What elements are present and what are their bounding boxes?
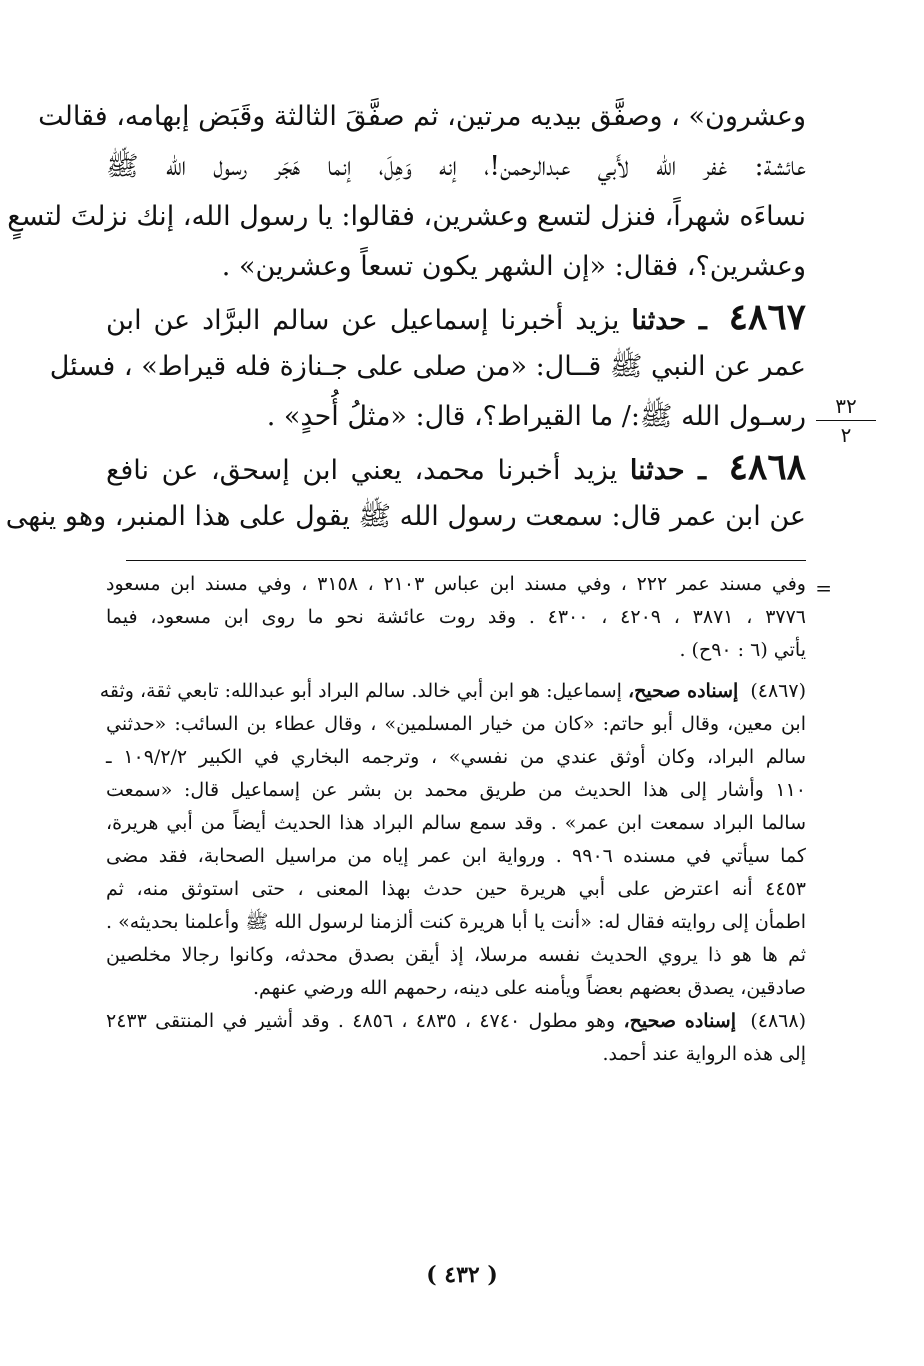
footnote-line: كما سيأتي في مسنده ٩٩٠٦ . ورواية ابن عمر إياه من مراسيل الصحابة، فقد مضى xyxy=(106,845,806,867)
hadith-lead: ـ حدثنا xyxy=(629,455,706,486)
footnote-line: إلى هذه الرواية عند أحمد. xyxy=(602,1043,806,1065)
footnote-line: سالما البراد سمعت ابن عمر» . وقد سمع سالم البراد هذا الحديث أيضاً من أبي هريرة، xyxy=(106,812,806,834)
footnote-line: اطمأن إلى روايته فقال له: «أنت يا أبا هريرة كنت ألزمنا لرسول الله ﷺ وأعلمنا بحديثه» . xyxy=(106,911,806,933)
main-text-line: وعشرون» ، وصفَّق بيديه مرتين، ثم صفَّقَ الثالثة وقَبَض إبهامه، فقالت xyxy=(38,101,806,132)
margin-note-top: ٣٢ xyxy=(816,394,876,421)
hadith-text: يزيد أخبرنا محمد، يعني ابن إسحق، عن نافع xyxy=(106,455,618,486)
main-text xyxy=(5,92,806,542)
footnote-line: ٤٤٥٣ أنه اعترض على أبي هريرة حين حدث بهذا المعنى ، حتى استوثق منه، ثم xyxy=(106,878,806,900)
hadith-number: ٤٨٦٧ xyxy=(728,296,806,338)
main-text-line: عمر عن النبي ﷺ قــال: «من صلى على جـنازة فله قيراط» ، فسئل xyxy=(49,351,806,382)
footnote-line: وفي مسند عمر ٢٢٢ ، وفي مسند ابن عباس ٢١٠٣ ، ٣١٥٨ ، وفي مسند ابن مسعود xyxy=(106,573,806,595)
footnote-text: إسماعيل: هو ابن أبي خالد. سالم البراد أبو عبدالله: تابعي ثقة، وثقه xyxy=(99,680,622,702)
footnotes xyxy=(99,568,807,1071)
footnote-lead: إسناده صحيح، xyxy=(623,1010,737,1032)
footnote-4868-heading xyxy=(106,1005,806,1038)
margin-note-bottom: ٢ xyxy=(840,423,852,447)
footnote-line: سالم البراد، وكان أوثق عندي من نفسي» ، وترجمه البخاري في الكبير ١٠٩/٢/٢ ـ xyxy=(106,746,806,768)
footnote-text: وهو مطول ٤٧٤٠ ، ٤٨٣٥ ، ٤٨٥٦ . وقد أشير في المنتقى ٢٤٣٣ xyxy=(106,1010,616,1032)
footnote-separator xyxy=(126,560,806,561)
footnote-line: ٣٧٧٦ ، ٣٨٧١ ، ٤٢٠٩ ، ٤٣٠٠ . وقد روت عائشة نحو ما روى ابن مسعود، فيما xyxy=(106,606,807,628)
footnote-number: (٤٨٦٧) xyxy=(750,680,806,702)
margin-volume-note xyxy=(816,394,876,447)
footnote-lead: إسناده صحيح، xyxy=(628,680,739,702)
footnote-line: ١١٠ وأشار إلى هذا الحديث من طريق محمد بن بشر عن إسماعيل قال: «سمعت xyxy=(106,779,806,801)
hadith-lead: ـ حدثنا xyxy=(631,305,707,336)
main-text-line: عن ابن عمر قال: سمعت رسول الله ﷺ يقول على هذا المنبر، وهو ينهى xyxy=(5,501,806,532)
footnote-line: ابن معين، وقال أبو حاتم: «كان من خيار المسلمين» ، وقال عطاء بن السائب: «حدثني xyxy=(106,713,806,735)
hadith-number: ٤٨٦٨ xyxy=(728,446,806,488)
main-text-line: عائشة: غفر الله لأَبي عبدالرحمن!، إنه وَهِلَ، إنما هَجَر رسول الله ﷺ xyxy=(106,151,806,182)
hadith-text: يزيد أخبرنا إسماعيل عن سالم البرَّاد عن ابن xyxy=(106,305,620,336)
footnote-gap xyxy=(106,667,806,675)
main-text-line: رسـول الله ﷺ:/ ما القيراط؟، قال: «مثلُ أُحدٍ» . xyxy=(266,401,806,432)
footnote-line: يأتي (٦ : ٩٠ح) . xyxy=(679,639,806,661)
main-text-line: نساءَه شهراً، فنزل لتسع وعشرين، فقالوا: يا رسول الله، إنك نزلتَ لتسعٍ xyxy=(7,201,806,232)
main-text-line: وعشرين؟، فقال: «إن الشهر يكون تسعاً وعشرين» . xyxy=(221,251,806,282)
footnote-line: ثم ها هو ذا يروي الحديث نفسه مرسلا، إذ أيقن بصدق محدثه، وكانوا رجالا مخلصين xyxy=(106,944,806,966)
page-number: ( ٤٣٢ ) xyxy=(426,1262,498,1288)
footnote-4867-heading xyxy=(99,675,806,708)
hadith-4868-heading xyxy=(106,442,806,492)
footnote-number: (٤٨٦٨) xyxy=(750,1010,806,1032)
hadith-4867-heading xyxy=(106,292,806,342)
continuation-mark: = xyxy=(815,576,832,600)
footnote-line: صادقين، يصدق بعضهم بعضاً ويأمنه على دينه، رحمهم الله ورضي عنهم. xyxy=(252,977,806,999)
